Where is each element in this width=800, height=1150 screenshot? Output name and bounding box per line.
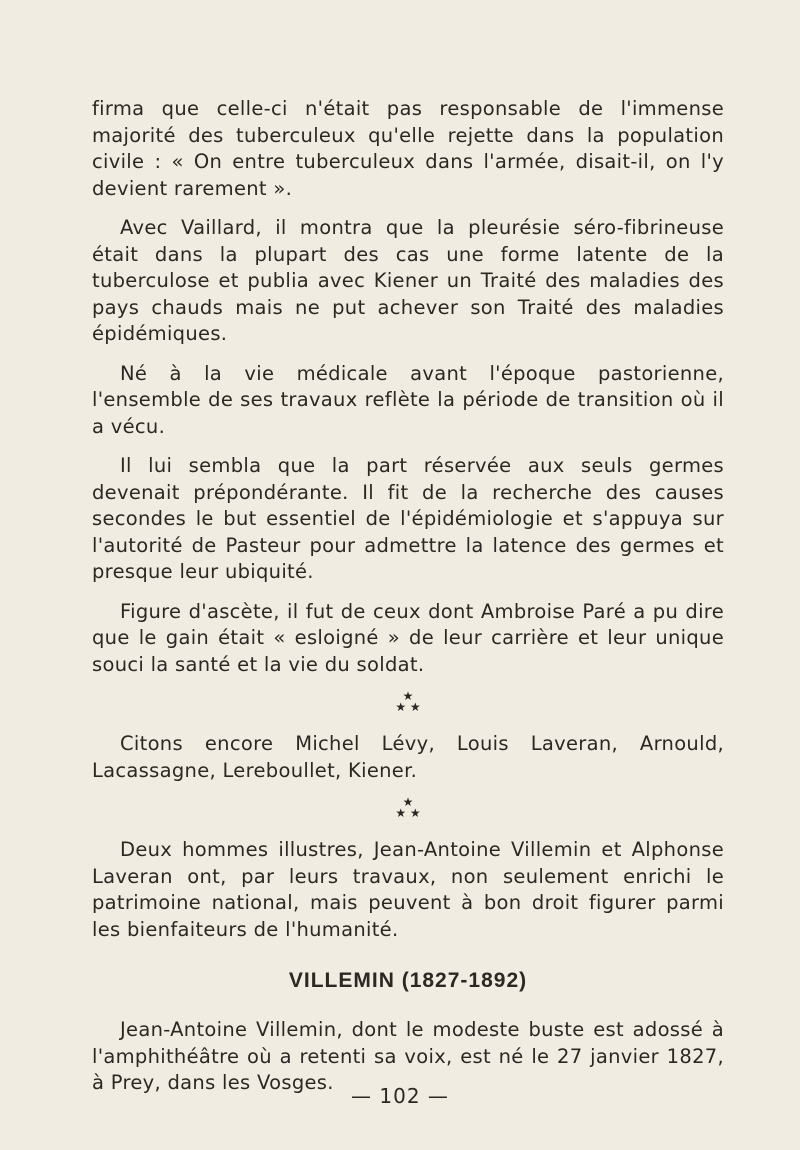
star-separator-bottom: ★ ★: [395, 700, 421, 714]
star-separator: [92, 691, 724, 713]
paragraph-citons: Citons encore Michel Lévy, Louis Laveran, Arnould, Lacassagne, Lereboullet, Kiener.: [92, 732, 724, 782]
paragraph-tuberculeux: firma que celle-ci n'était pas responsable de l'immense majorité des tuberculeux qu'elle rejette dans la population civile : « On entre tuberculeux dans l'armée, disait-il, on l'y devient rarement ».: [92, 97, 724, 200]
paragraph-vaillard: Avec Vaillard, il montra que la pleurésie séro-fibrineuse était dans la plupart des cas une forme latente de la tuberculose et publia avec Kiener un Traité des maladies des pays chauds mais ne put achever son Traité des maladies épidémiques.: [92, 216, 724, 345]
star-separator-bottom: ★ ★: [395, 806, 421, 820]
paragraph-vie-medicale: Né à la vie médicale avant l'époque pastorienne, l'ensemble de ses travaux reflète la période de transition où il a vécu.: [92, 361, 724, 438]
paragraph-deux-hommes: Deux hommes illustres, Jean-Antoine Villemin et Alphonse Laveran ont, par leurs travaux, non seulement enrichi le patrimoine national, mais peuvent à bon droit figurer parmi les bienfaiteurs de l'humanité.: [92, 838, 724, 941]
star-separator-top: ★: [402, 689, 414, 703]
paragraph-ascete: Figure d'ascète, il fut de ceux dont Ambroise Paré a pu dire que le gain était « esloigné » de leur carrière et leur unique souci la santé et la vie du soldat.: [92, 599, 724, 676]
paragraph-villemin: Jean-Antoine Villemin, dont le modeste buste est adossé à l'amphithéâtre où a retenti sa voix, est né le 27 janvier 1827, à Prey, dans les Vosges.: [92, 1018, 724, 1094]
star-separator-top: ★: [402, 795, 414, 809]
paragraph-germes: Il lui sembla que la part réservée aux seuls germes devenait prépondérante. Il fit de la recherche des causes secondes le but essentiel de l'épidémiologie et s'appuya sur l'autorité de Pasteur pour admettre la latence des germes et presque leur ubiquité.: [92, 454, 724, 583]
star-separator: [92, 797, 724, 819]
section-heading: VILLEMIN (1827-1892): [288, 969, 528, 992]
page-body: [92, 96, 724, 1110]
page-number: — 102 —: [351, 1084, 449, 1108]
